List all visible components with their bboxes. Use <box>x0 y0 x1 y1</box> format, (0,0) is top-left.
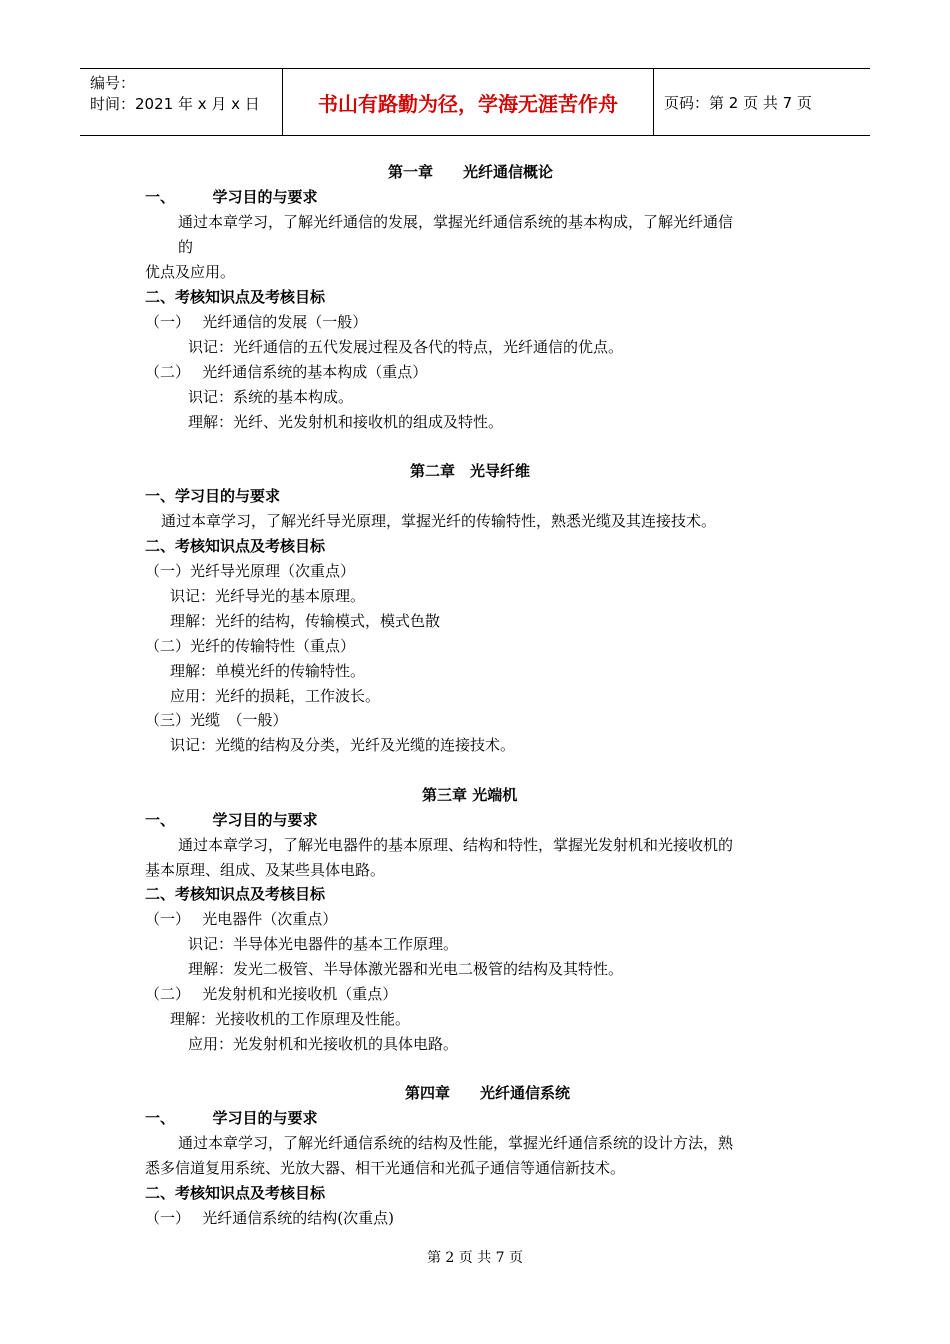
text-line: 识记：光纤导光的基本原理。 <box>170 587 366 605</box>
text-line: 通过本章学习，了解光电器件的基本原理、结构和特性，掌握光发射机和光接收机的 <box>178 836 734 854</box>
text-line: （一） 光纤通信系统的结构(次重点) <box>145 1209 394 1227</box>
text-line: 通过本章学习，了解光纤导光原理，掌握光纤的传输特性，熟悉光缆及其连接技术。 <box>161 512 717 530</box>
text-line: 应用：光纤的损耗，工作波长。 <box>170 687 381 705</box>
chapter-title: 第二章 光导纤维 <box>410 462 531 480</box>
text-line: （二）光纤的传输特性（重点） <box>145 637 356 655</box>
text-line: 通过本章学习，了解光纤通信系统的结构及性能，掌握光纤通信系统的设计方法，熟 <box>178 1134 734 1152</box>
text-line: 应用：光发射机和光接收机的具体电路。 <box>188 1035 459 1053</box>
text-line: 识记：光缆的结构及分类，光纤及光缆的连接技术。 <box>170 736 516 754</box>
header-left <box>80 69 282 135</box>
section-heading: 二、考核知识点及考核目标 <box>145 288 326 306</box>
text-line: 优点及应用。 <box>145 263 236 281</box>
chapter-title: 第三章 光端机 <box>422 786 518 804</box>
text-line: 理解：单模光纤的传输特性。 <box>170 662 366 680</box>
motto: 书山有路勤为径，学海无涯苦作舟 <box>318 91 618 116</box>
section-heading: 二、考核知识点及考核目标 <box>145 1184 326 1202</box>
header-page-info: 页码：第 2 页 共 7 页 <box>664 93 812 112</box>
text-line: 的 <box>178 238 194 256</box>
text-line: （二） 光纤通信系统的基本构成（重点） <box>145 363 428 381</box>
text-line: 识记：光纤通信的五代发展过程及各代的特点，光纤通信的优点。 <box>188 338 624 356</box>
section-heading: 一、 学习目的与要求 <box>145 188 318 206</box>
text-line: （一） 光电器件（次重点） <box>145 910 338 928</box>
header-motto-cell <box>282 69 654 135</box>
text-line: 通过本章学习，了解光纤通信的发展，掌握光纤通信系统的基本构成，了解光纤通信 <box>178 213 734 231</box>
page-footer: 第 2 页 共 7 页 <box>426 1250 524 1266</box>
text-line: 识记：系统的基本构成。 <box>188 388 354 406</box>
chapter-title: 第一章 光纤通信概论 <box>388 163 554 181</box>
text-line: 悉多信道复用系统、光放大器、相干光通信和光孤子通信等通信新技术。 <box>145 1159 626 1177</box>
text-line: （一）光纤导光原理（次重点） <box>145 562 356 580</box>
number-label: 编号： <box>90 74 136 92</box>
text-line: 理解：发光二极管、半导体激光器和光电二极管的结构及其特性。 <box>188 960 624 978</box>
date-label: 时间：2021 年 x 月 x 日 <box>90 95 260 113</box>
section-heading: 二、考核知识点及考核目标 <box>145 885 326 903</box>
text-line: （三）光缆 （一般） <box>145 711 288 729</box>
text-line: 理解：光纤、光发射机和接收机的组成及特性。 <box>188 413 504 431</box>
chapter-title: 第四章 光纤通信系统 <box>405 1084 571 1102</box>
text-line: 理解：光纤的结构，传输模式，模式色散 <box>170 612 441 630</box>
section-heading: 一、学习目的与要求 <box>145 487 281 505</box>
page-header <box>80 68 870 136</box>
text-line: 识记：半导体光电器件的基本工作原理。 <box>188 935 459 953</box>
text-line: 理解：光接收机的工作原理及性能。 <box>170 1010 411 1028</box>
text-line: 基本原理、组成、及某些具体电路。 <box>145 861 386 879</box>
text-line: （二） 光发射机和光接收机（重点） <box>145 985 398 1003</box>
text-line: （一） 光纤通信的发展（一般） <box>145 313 368 331</box>
section-heading: 一、 学习目的与要求 <box>145 811 318 829</box>
section-heading: 一、 学习目的与要求 <box>145 1109 318 1127</box>
section-heading: 二、考核知识点及考核目标 <box>145 537 326 555</box>
